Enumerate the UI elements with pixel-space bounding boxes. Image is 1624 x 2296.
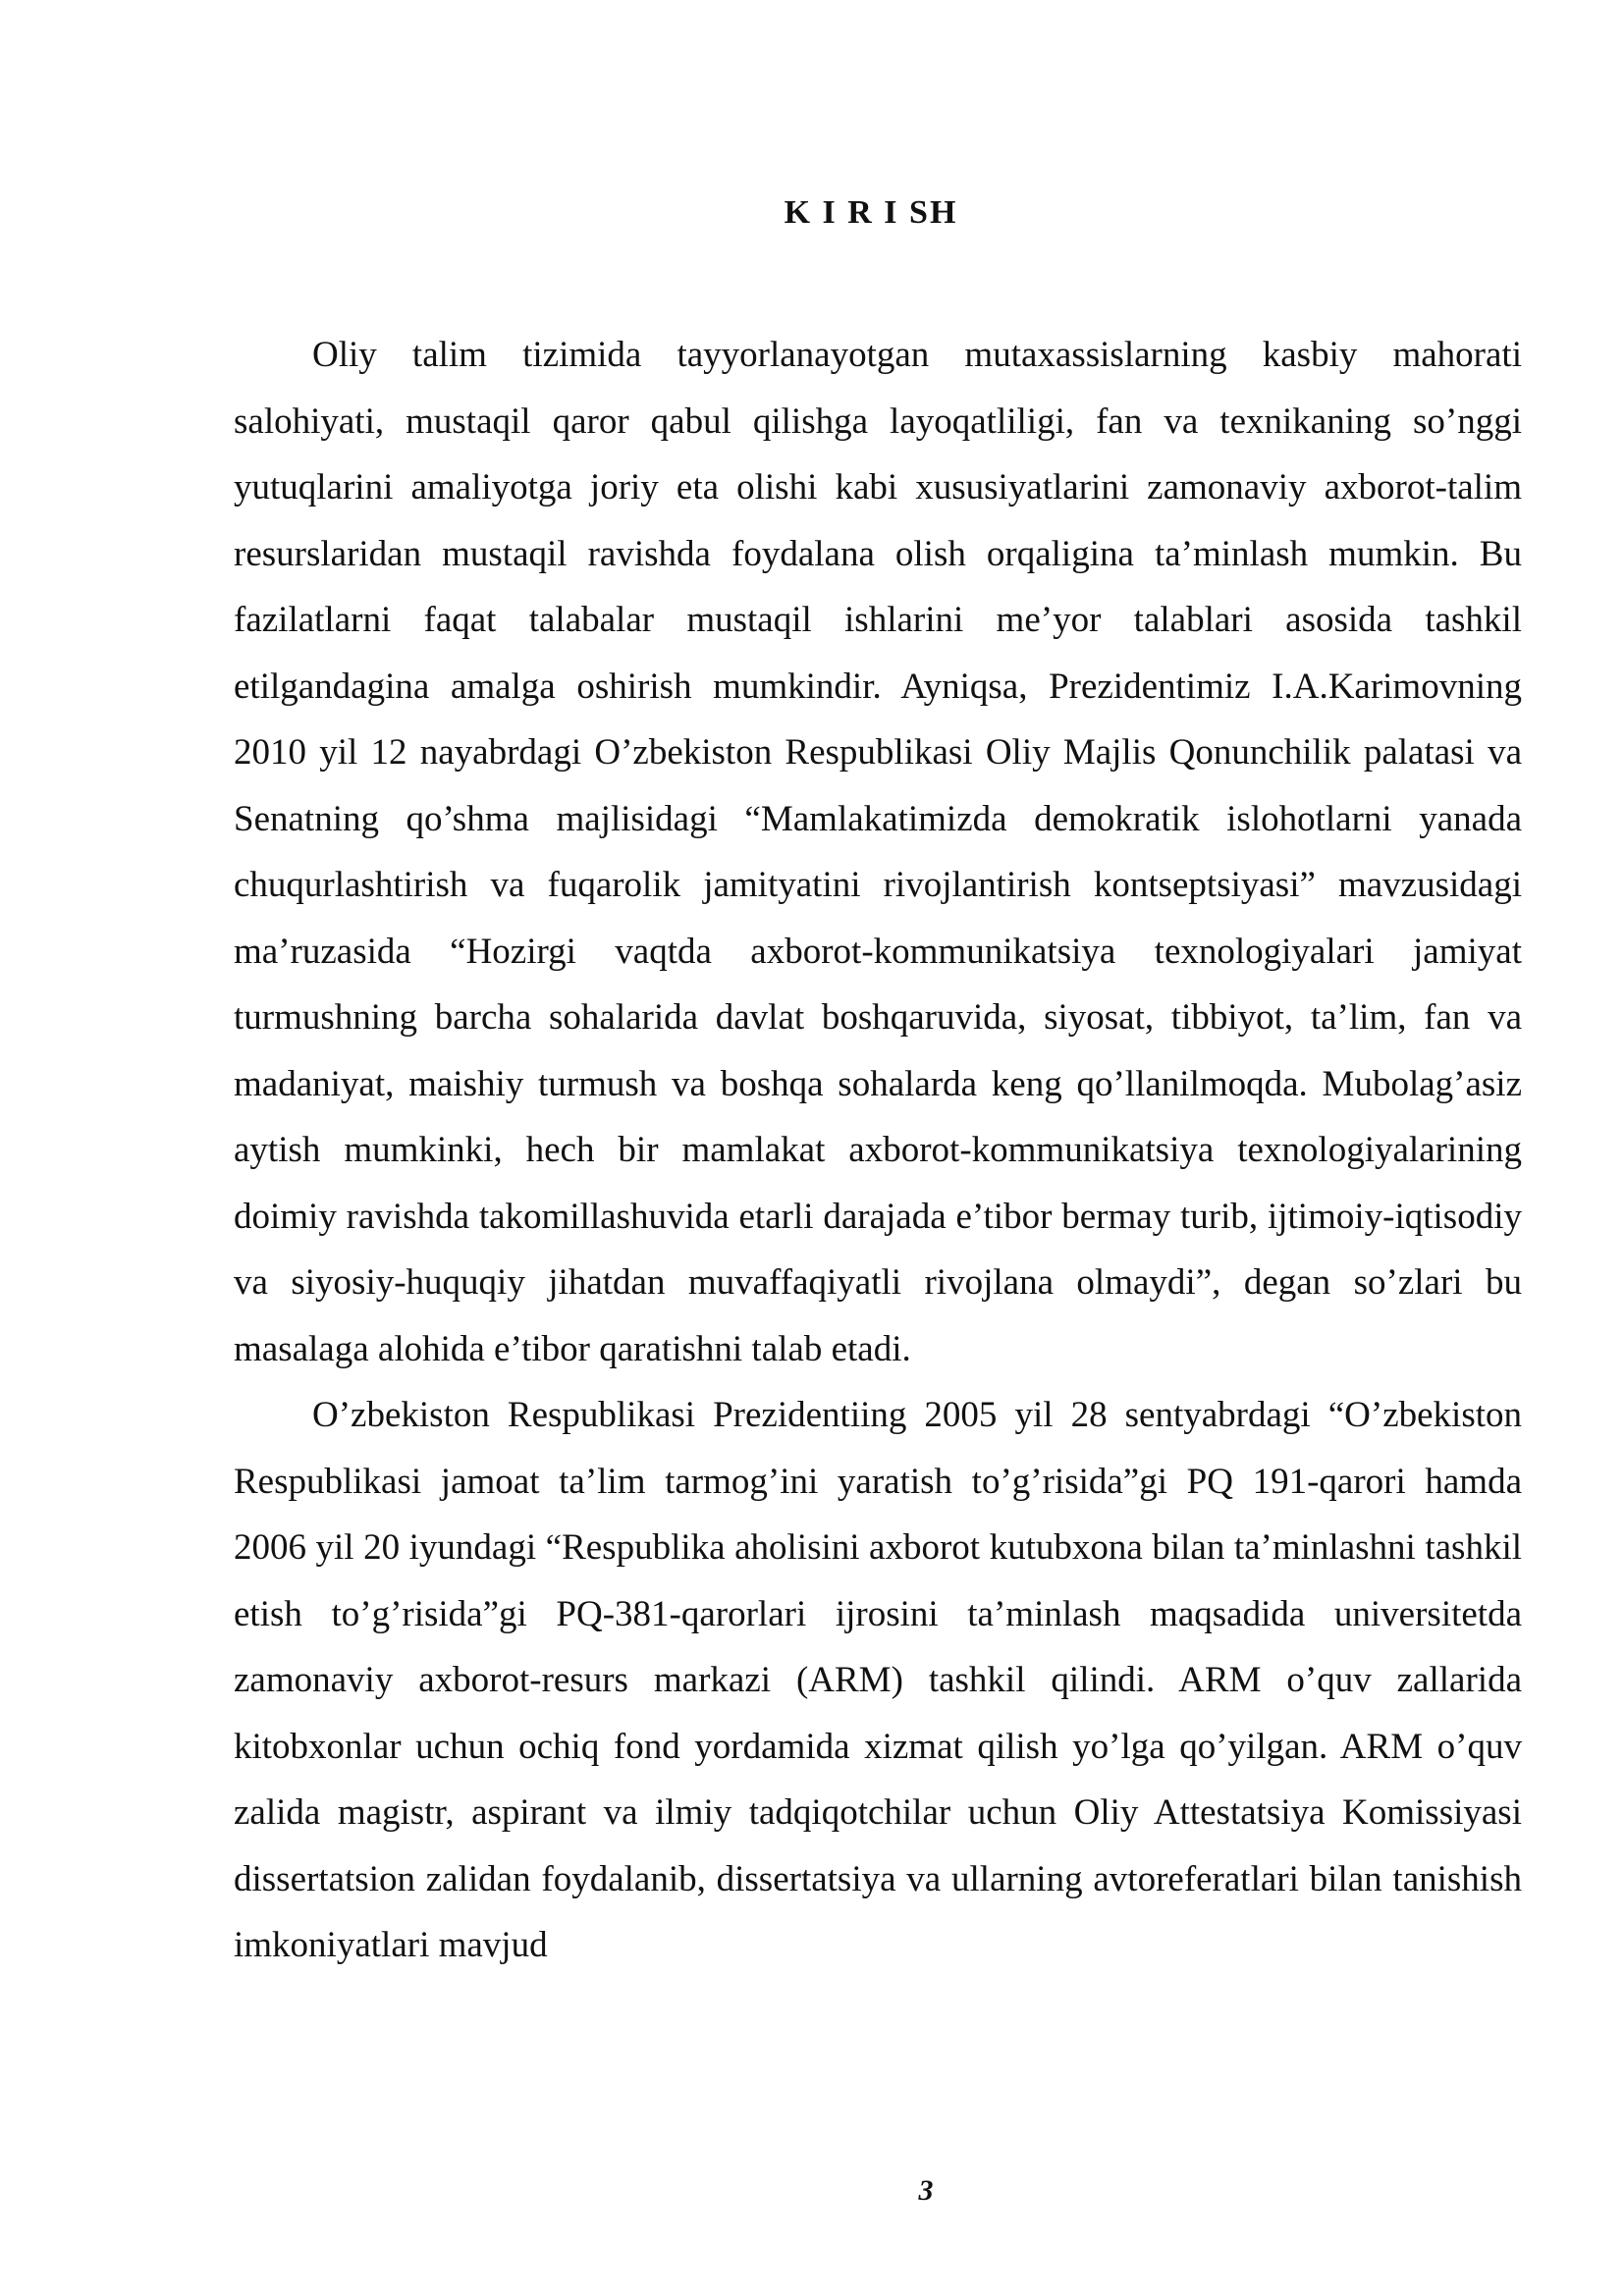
page-title: K I R I SH <box>784 194 958 231</box>
body-text <box>234 322 1522 1979</box>
paragraph: O’zbekiston Respublikasi Prezidentiing 2005 yil 28 sentyabrdagi “O’zbekiston Respublikasi jamoat ta’lim tarmog’ini yaratish to’g’risida”gi PQ 191-qarori hamda 2006 yil 20 iyundagi “Respublika aholisini axborot kutubxona bilan ta’minlashni tashkil etish to’g’risida”gi PQ-381-qarorlari ijrosini ta’minlash maqsadida universitetda zamonaviy axborot-resurs markazi (ARM) tashkil qilindi. ARM o’quv zallarida kitobxonlar uchun ochiq fond yordamida xizmat qilish yo’lga qo’yilgan. ARM o’quv zalida magistr, aspirant va ilmiy tadqiqotchilar uchun Oliy Attestatsiya Komissiyasi dissertatsion zalidan foydalanib, dissertatsiya va ullarning avtoreferatlari bilan tanishish imkoniyatlari mavjud <box>234 1395 1522 1965</box>
paragraph: Oliy talim tizimida tayyorlanayotgan mutaxassislarning kasbiy mahorati salohiyati, mustaqil qaror qabul qilishga layoqatliligi, fan va texnikaning so’nggi yutuqlarini amaliyotga joriy eta olishi kabi xususiyatlarini zamonaviy axborot-talim resurslaridan mustaqil ravishda foydalana olish orqaligina ta’minlash mumkin. Bu fazilatlarni faqat talabalar mustaqil ishlarini me’yor talablari asosida tashkil etilgandagina amalga oshirish mumkindir. Ayniqsa, Prezidentimiz I.A.Karimovning 2010 yil 12 nayabrdagi O’zbekiston Respublikasi Oliy Majlis Qonunchilik palatasi va Senatning qo’shma majlisidagi “Mamlakatimizda demokratik islohotlarni yanada chuqurlashtirish va fuqarolik jamityatini rivojlantirish kontseptsiyasi” mavzusidagi ma’ruzasida “Hozirgi vaqtda axborot-kommunikatsiya texnologiyalari jamiyat turmushning barcha sohalarida davlat boshqaruvida, siyosat, tibbiyot, ta’lim, fan va madaniyat, maishiy turmush va boshqa sohalarda keng qo’llanilmoqda. Mubolag’asiz aytish mumkinki, hech bir mamlakat axborot-kommunikatsiya texnologiyalarining doimiy ravishda takomillashuvida etarli darajada e’tibor bermay turib, ijtimoiy-iqtisodiy va siyosiy-huquqiy jihatdan muvaffaqiyatli rivojlana olmaydi”, degan so’zlari bu masalaga alohida e’tibor qaratishni talab etadi. <box>234 335 1522 1369</box>
page-number: 3 <box>918 2174 934 2207</box>
